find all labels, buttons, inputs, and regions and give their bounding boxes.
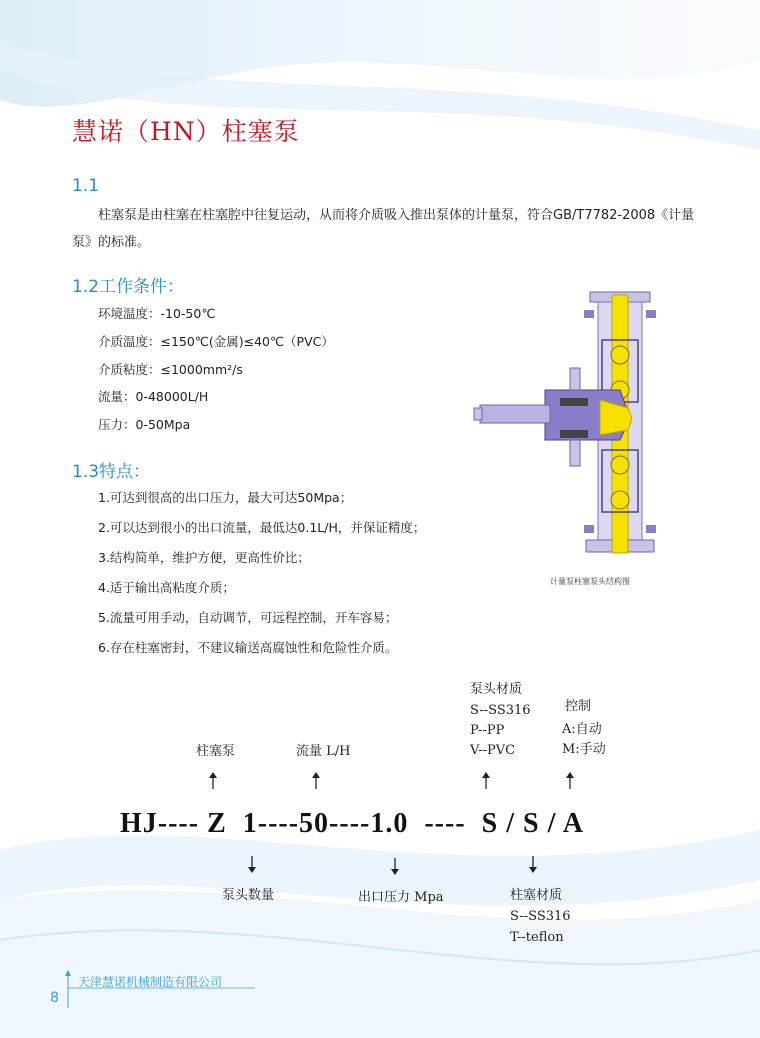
feature-item: 4.适于输出高粘度介质；	[98, 580, 235, 595]
head-material-option: S--SS316	[470, 703, 531, 718]
head-material-option: V--PVC	[470, 743, 516, 758]
control-option: A:自动	[562, 722, 602, 737]
page-number: 8	[50, 990, 59, 1006]
condition-flow: 流量：0-48000L/H	[98, 389, 209, 404]
plunger-material-option: S--SS316	[510, 909, 571, 924]
section-3-heading: 1.3特点：	[72, 462, 151, 482]
arrow-down-icon	[246, 855, 258, 873]
control-option: M:手动	[562, 742, 606, 757]
head-count-label: 泵头数量	[222, 888, 275, 903]
section-1-text: 柱塞泵是由柱塞在柱塞腔中往复运动，从而将介质吸入推出泵体的计量泵，符合GB/T7782-2008《计量泵》的标准。	[72, 208, 695, 250]
model-code: HJ---- Z 1----50----1.0 ---- S / S / A	[120, 808, 585, 839]
page-title: 慧诺（HN）柱塞泵	[72, 117, 300, 146]
footer-company: 天津慧诺机械制造有限公司	[78, 975, 223, 989]
condition-viscosity: 介质粘度：≤1000mm²/s	[98, 362, 243, 377]
section-2-heading: 1.2工作条件：	[72, 277, 185, 297]
arrow-down-icon	[527, 855, 539, 873]
arrow-up-icon	[480, 772, 492, 790]
diagram-caption: 计量泵柱塞泵头结构图	[550, 577, 630, 586]
arrow-up-icon	[564, 772, 576, 790]
feature-item: 2.可以达到很小的出口流量，最低达0.1L/H，并保证精度；	[98, 520, 426, 535]
pump-head-diagram	[470, 290, 680, 560]
control-title: 控制	[565, 699, 592, 714]
arrow-down-icon	[389, 857, 401, 875]
plunger-material-title: 柱塞材质	[510, 888, 563, 903]
head-material-option: P--PP	[470, 723, 505, 738]
head-material-title: 泵头材质	[470, 682, 523, 697]
condition-medium-temp: 介质温度：≤150℃(金属)≤40℃（PVC）	[98, 334, 334, 349]
feature-item: 3.结构简单，维护方便，更高性价比；	[98, 550, 310, 565]
feature-item: 6.存在柱塞密封，不建议输送高腐蚀性和危险性介质。	[98, 640, 398, 655]
flow-label: 流量 L/H	[296, 744, 351, 759]
feature-item: 5.流量可用手动，自动调节，可远程控制，开车容易；	[98, 610, 398, 625]
plunger-material-option: T--teflon	[510, 930, 564, 945]
pump-type-label: 柱塞泵	[196, 744, 236, 759]
section-1-heading: 1.1	[72, 176, 100, 196]
feature-item: 1.可达到很高的出口压力，最大可达50Mpa；	[98, 490, 353, 505]
outlet-pressure-label: 出口压力 Mpa	[358, 890, 444, 905]
condition-ambient-temp: 环境温度：-10-50℃	[98, 306, 216, 321]
arrow-up-icon	[310, 772, 322, 790]
arrow-up-icon	[207, 772, 219, 790]
condition-pressure: 压力：0-50Mpa	[98, 417, 191, 432]
